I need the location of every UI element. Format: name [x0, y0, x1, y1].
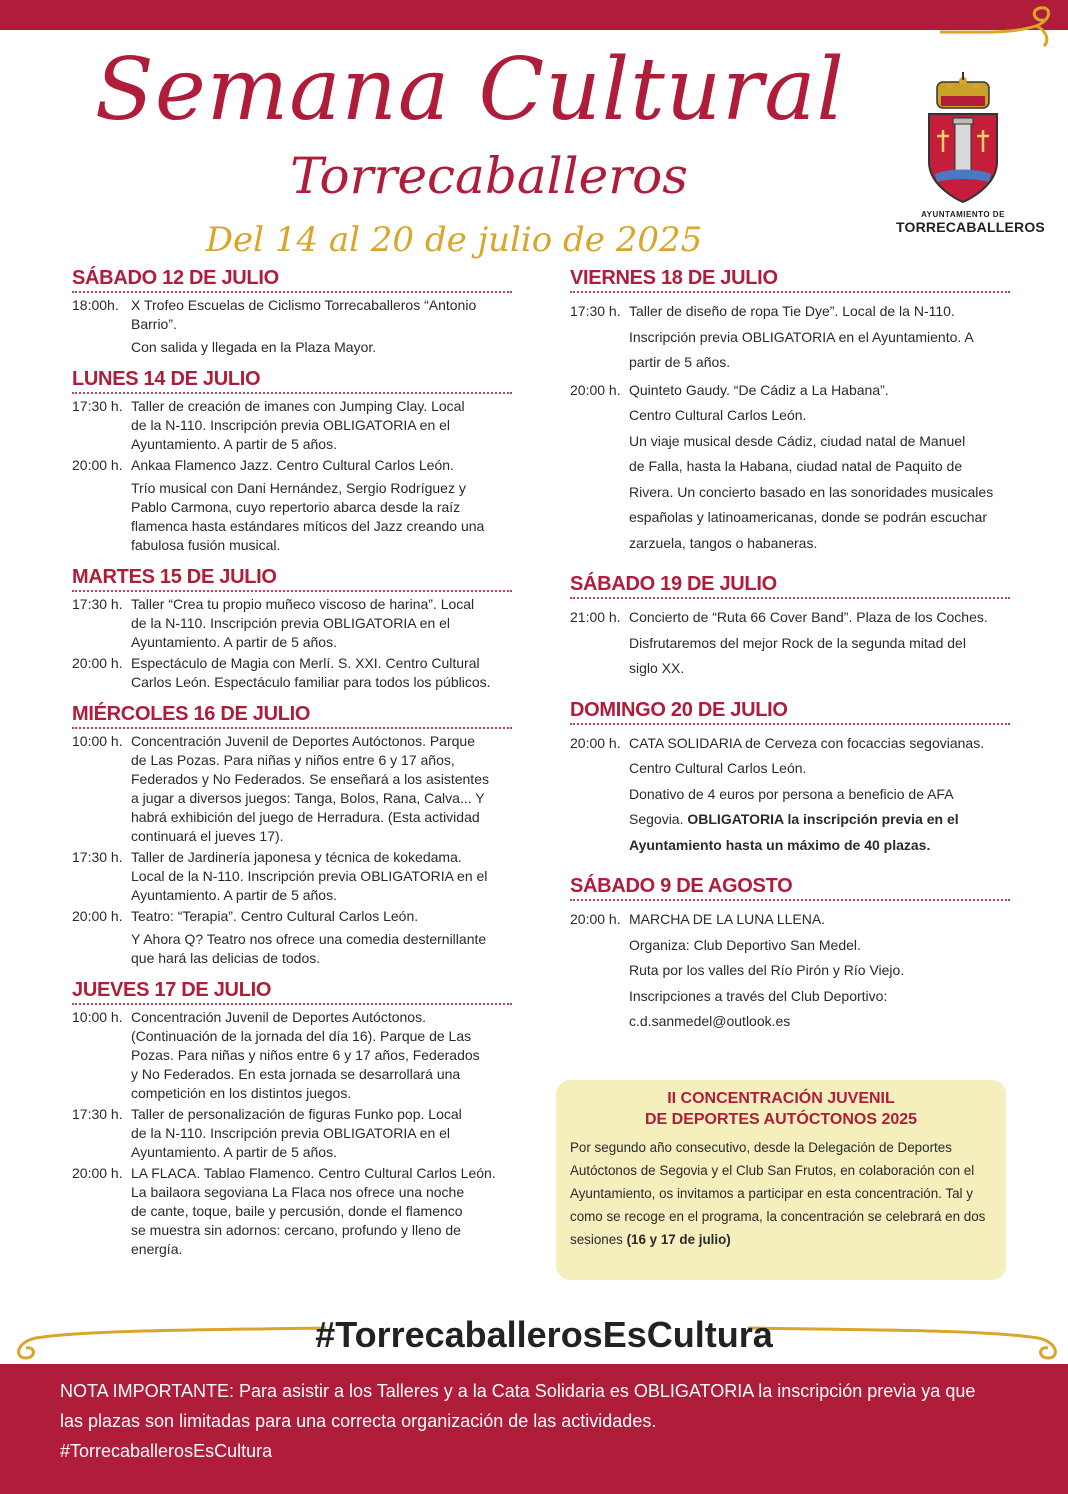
- event-line-bold: Ayuntamiento hasta un máximo de 40 plazas.: [629, 836, 931, 853]
- event-line: Ayuntamiento. A partir de 5 años.: [131, 1144, 337, 1160]
- event-time: 20:00 h.: [72, 908, 123, 924]
- day-heading: DOMINGO 20 DE JULIO: [570, 698, 1010, 725]
- event-item: [72, 907, 512, 968]
- event-line: Carlos León. Espectáculo familiar para todos los públicos.: [131, 674, 491, 690]
- event-line: partir de 5 años.: [629, 354, 731, 370]
- day-heading: SÁBADO 9 DE AGOSTO: [570, 874, 1010, 901]
- event-line: a jugar a diversos juegos: Tanga, Bolos, Rana, Calva... Y: [131, 790, 485, 806]
- event-line: Disfrutaremos del mejor Rock de la segunda mitad del: [629, 634, 966, 651]
- day-section: [570, 698, 1010, 859]
- event-line: Federados y No Federados. Se enseñará a los asistentes: [131, 771, 489, 787]
- page-subtitle: Torrecaballeros: [290, 147, 688, 205]
- event-line: X Trofeo Escuelas de Ciclismo Torrecaballeros “Antonio: [131, 297, 477, 313]
- day-section: [570, 266, 1010, 556]
- day-section: [72, 266, 512, 357]
- day-heading: VIERNES 18 DE JULIO: [570, 266, 1010, 293]
- day-heading: JUEVES 17 DE JULIO: [72, 978, 512, 1005]
- event-line: Inscripción previa OBLIGATORIA en el Ayuntamiento. A: [629, 328, 974, 345]
- event-description: [629, 907, 1010, 1035]
- day-heading: SÁBADO 19 DE JULIO: [570, 572, 1010, 599]
- event-time: 20:00 h.: [72, 457, 123, 473]
- event-line: Rivera. Un concierto basado en las sonoridades musicales: [629, 483, 994, 500]
- event-item: [72, 848, 512, 905]
- event-line: CATA SOLIDARIA de Cerveza con focaccias segovianas.: [629, 734, 985, 751]
- event-line: Concentración Juvenil de Deportes Autóctonos.: [131, 1009, 426, 1025]
- event-description: [131, 397, 512, 454]
- info-box-dates: (16 y 17 de julio): [626, 1232, 731, 1247]
- event-line: Ayuntamiento. A partir de 5 años.: [131, 436, 337, 452]
- event-line: Y Ahora Q? Teatro nos ofrece una comedia desternillante: [131, 931, 487, 947]
- event-line: de la N-110. Inscripción previa OBLIGATORIA en el: [131, 417, 451, 433]
- info-box-body: Por segundo año consecutivo, desde la Delegación de Deportes Autóctonos de Segovia y el Club San Frutos, en colaboración con el Ayuntamiento, os invitamos a participar en esta concentración. Tal y como se recoge en el programa, la concentración se celebrará en dos sesiones: [570, 1140, 986, 1247]
- event-item: [72, 397, 512, 454]
- event-description: [131, 595, 512, 652]
- event-item: [72, 456, 512, 555]
- info-box: [556, 1080, 1006, 1280]
- event-line: Pablo Carmona, cuyo repertorio abarca desde la raíz: [131, 499, 461, 515]
- left-column: [72, 266, 512, 1269]
- event-time: 20:00 h.: [72, 1165, 123, 1181]
- event-time: 17:30 h.: [72, 849, 123, 865]
- info-box-title-2: DE DEPORTES AUTÓCTONOS 2025: [644, 1111, 918, 1128]
- event-text: Segovia.: [629, 811, 688, 827]
- event-description: [629, 378, 1010, 557]
- event-line: flamenca hasta estándares míticos del Jazz creando una: [131, 518, 485, 534]
- event-line: Donativo de 4 euros por persona a beneficio de AFA: [629, 785, 954, 802]
- info-box-title-1: II CONCENTRACIÓN JUVENIL: [667, 1090, 895, 1107]
- event-line: Taller de diseño de ropa Tie Dye”. Local de la N-110.: [629, 303, 955, 319]
- event-line: Taller de personalización de figuras Funko pop. Local: [131, 1106, 462, 1122]
- event-line: de la N-110. Inscripción previa OBLIGATORIA en el: [131, 1125, 451, 1141]
- event-time: 18:00h.: [72, 297, 119, 313]
- day-section: [72, 702, 512, 968]
- event-description: [629, 299, 1010, 376]
- day-heading: LUNES 14 DE JULIO: [72, 367, 512, 394]
- footer-note: [0, 1364, 1068, 1494]
- event-line: Local de la N-110. Inscripción previa OBLIGATORIA en el: [131, 868, 488, 884]
- event-item: [570, 299, 1010, 376]
- event-time: 17:30 h.: [570, 303, 621, 319]
- event-line: Barrio”.: [131, 316, 177, 332]
- event-time: 10:00 h.: [72, 733, 123, 749]
- page-title: Semana Cultural: [94, 40, 846, 140]
- event-line: Quinteto Gaudy. “De Cádiz a La Habana”.: [629, 381, 889, 398]
- event-text-bold: OBLIGATORIA la inscripción previa en el: [687, 811, 959, 827]
- day-heading: MIÉRCOLES 16 DE JULIO: [72, 702, 512, 729]
- event-line: fabulosa fusión musical.: [131, 537, 281, 553]
- event-time: 20:00 h.: [570, 911, 621, 927]
- event-description: [131, 732, 512, 846]
- event-time: 17:30 h.: [72, 398, 123, 414]
- event-line: Con salida y llegada en la Plaza Mayor.: [131, 339, 377, 355]
- event-description: [131, 296, 512, 357]
- event-dates: Del 14 al 20 de julio de 2025: [205, 220, 703, 260]
- event-line: competición en los distintos juegos.: [131, 1085, 352, 1101]
- day-section: [570, 874, 1010, 1035]
- event-item: [72, 595, 512, 652]
- event-time: 21:00 h.: [570, 609, 621, 625]
- event-line: Ayuntamiento. A partir de 5 años.: [131, 887, 337, 903]
- event-line: c.d.sanmedel@outlook.es: [629, 1013, 791, 1029]
- event-line: Un viaje musical desde Cádiz, ciudad natal de Manuel: [629, 432, 966, 449]
- event-description: [629, 731, 1010, 859]
- event-line: Ruta por los valles del Río Pirón y Río Viejo.: [629, 962, 905, 978]
- event-description: [131, 907, 512, 968]
- event-line: que hará las delicias de todos.: [131, 950, 321, 966]
- event-line: Trío musical con Dani Hernández, Sergio Rodríguez y: [131, 480, 466, 496]
- hashtag-banner: #TorrecaballerosEsCultura: [315, 1314, 773, 1355]
- event-time: 17:30 h.: [72, 596, 123, 612]
- event-time: 17:30 h.: [72, 1106, 123, 1122]
- event-time: 10:00 h.: [72, 1009, 123, 1025]
- event-line: Concierto de “Ruta 66 Cover Band”. Plaza de los Coches.: [629, 609, 988, 625]
- event-description: [629, 605, 1010, 682]
- event-item: [72, 654, 512, 692]
- footer-line-1: NOTA IMPORTANTE: Para asistir a los Talleres y a la Cata Solidaria es OBLIGATORIA la inscripción previa ya que: [60, 1381, 976, 1401]
- event-line: Pozas. Para niñas y niños entre 6 y 17 años, Federados: [131, 1047, 480, 1063]
- event-line: [629, 807, 1010, 833]
- crest: [896, 70, 1045, 250]
- event-line: Taller de creación de imanes con Jumping Clay. Local: [131, 398, 465, 414]
- event-item: [72, 1164, 512, 1259]
- event-line: habrá exhibición del juego de Herradura. (Esta actividad: [131, 809, 480, 825]
- event-time: 20:00 h.: [72, 655, 123, 671]
- event-item: [72, 1105, 512, 1162]
- event-line: y No Federados. En esta jornada se desarrollará una: [131, 1066, 461, 1082]
- event-line: La bailaora segoviana La Flaca nos ofrece una noche: [131, 1184, 465, 1200]
- footer-line-2: las plazas son limitadas para una correcta organización de las actividades.: [60, 1411, 657, 1431]
- event-line: Centro Cultural Carlos León.: [629, 407, 807, 423]
- day-section: [570, 572, 1010, 682]
- event-line: de cante, toque, baile y percusión, donde el flamenco: [131, 1203, 463, 1219]
- event-item: [72, 1008, 512, 1103]
- event-item: [570, 605, 1010, 682]
- day-section: [72, 367, 512, 555]
- event-line: de la N-110. Inscripción previa OBLIGATORIA en el: [131, 615, 451, 631]
- event-line: Taller “Crea tu propio muñeco viscoso de harina”. Local: [131, 596, 475, 612]
- day-section: [72, 565, 512, 692]
- event-item: [570, 731, 1010, 859]
- event-line: Inscripciones a través del Club Deportivo:: [629, 987, 888, 1004]
- event-item: [72, 732, 512, 846]
- event-description: [131, 456, 512, 555]
- coat-of-arms-icon: [923, 70, 1003, 206]
- event-time: 20:00 h.: [570, 734, 621, 751]
- event-item: [570, 378, 1010, 557]
- event-line: Taller de Jardinería japonesa y técnica de kokedama.: [131, 849, 462, 865]
- event-line: Centro Cultural Carlos León.: [629, 760, 807, 776]
- top-band: [0, 0, 1068, 30]
- info-box-text: [570, 1136, 992, 1251]
- event-item: [570, 907, 1010, 1035]
- event-line: LA FLACA. Tablao Flamenco. Centro Cultural Carlos León.: [131, 1165, 496, 1181]
- event-line: Concentración Juvenil de Deportes Autóctonos. Parque: [131, 733, 475, 749]
- event-line: energía.: [131, 1241, 183, 1257]
- crest-line2: TORRECABALLEROS: [896, 219, 1045, 235]
- day-heading: SÁBADO 12 DE JULIO: [72, 266, 512, 293]
- event-time: 20:00 h.: [570, 381, 621, 398]
- event-description: [131, 1105, 512, 1162]
- day-heading: MARTES 15 DE JULIO: [72, 565, 512, 592]
- event-line: se muestra sin adornos: cercano, profundo y lleno de: [131, 1222, 461, 1238]
- day-section: [72, 978, 512, 1259]
- event-line: de Falla, hasta la Habana, ciudad natal de Paquito de: [629, 458, 963, 474]
- footer-hashtag: #TorrecaballerosEsCultura: [60, 1441, 273, 1461]
- event-line: Teatro: “Terapia”. Centro Cultural Carlos León.: [131, 908, 419, 924]
- event-line: de Las Pozas. Para niñas y niños entre 6 y 17 años,: [131, 752, 455, 768]
- event-line: Ayuntamiento. A partir de 5 años.: [131, 634, 337, 650]
- event-line: (Continuación de la jornada del día 16). Parque de Las: [131, 1028, 472, 1044]
- crest-line1: AYUNTAMIENTO DE: [921, 210, 1005, 219]
- event-line: zarzuela, tangos o habaneras.: [629, 534, 818, 551]
- event-description: [131, 848, 512, 905]
- event-item: [72, 296, 512, 357]
- event-description: [131, 654, 512, 692]
- event-line: Espectáculo de Magia con Merlí. S. XXI. Centro Cultural: [131, 655, 480, 671]
- event-line: Organiza: Club Deportivo San Medel.: [629, 936, 861, 953]
- event-line: MARCHA DE LA LUNA LLENA.: [629, 911, 826, 927]
- event-line: continuará el jueves 17).: [131, 828, 284, 844]
- event-description: [131, 1008, 512, 1103]
- right-column: [570, 266, 1010, 1051]
- event-line: españolas y latinoamericanas, donde se podrán escuchar: [629, 509, 988, 525]
- flourish-top-right: [940, 4, 1060, 50]
- event-description: [131, 1164, 512, 1259]
- event-line: siglo XX.: [629, 660, 685, 676]
- event-line: Ankaa Flamenco Jazz. Centro Cultural Carlos León.: [131, 457, 454, 473]
